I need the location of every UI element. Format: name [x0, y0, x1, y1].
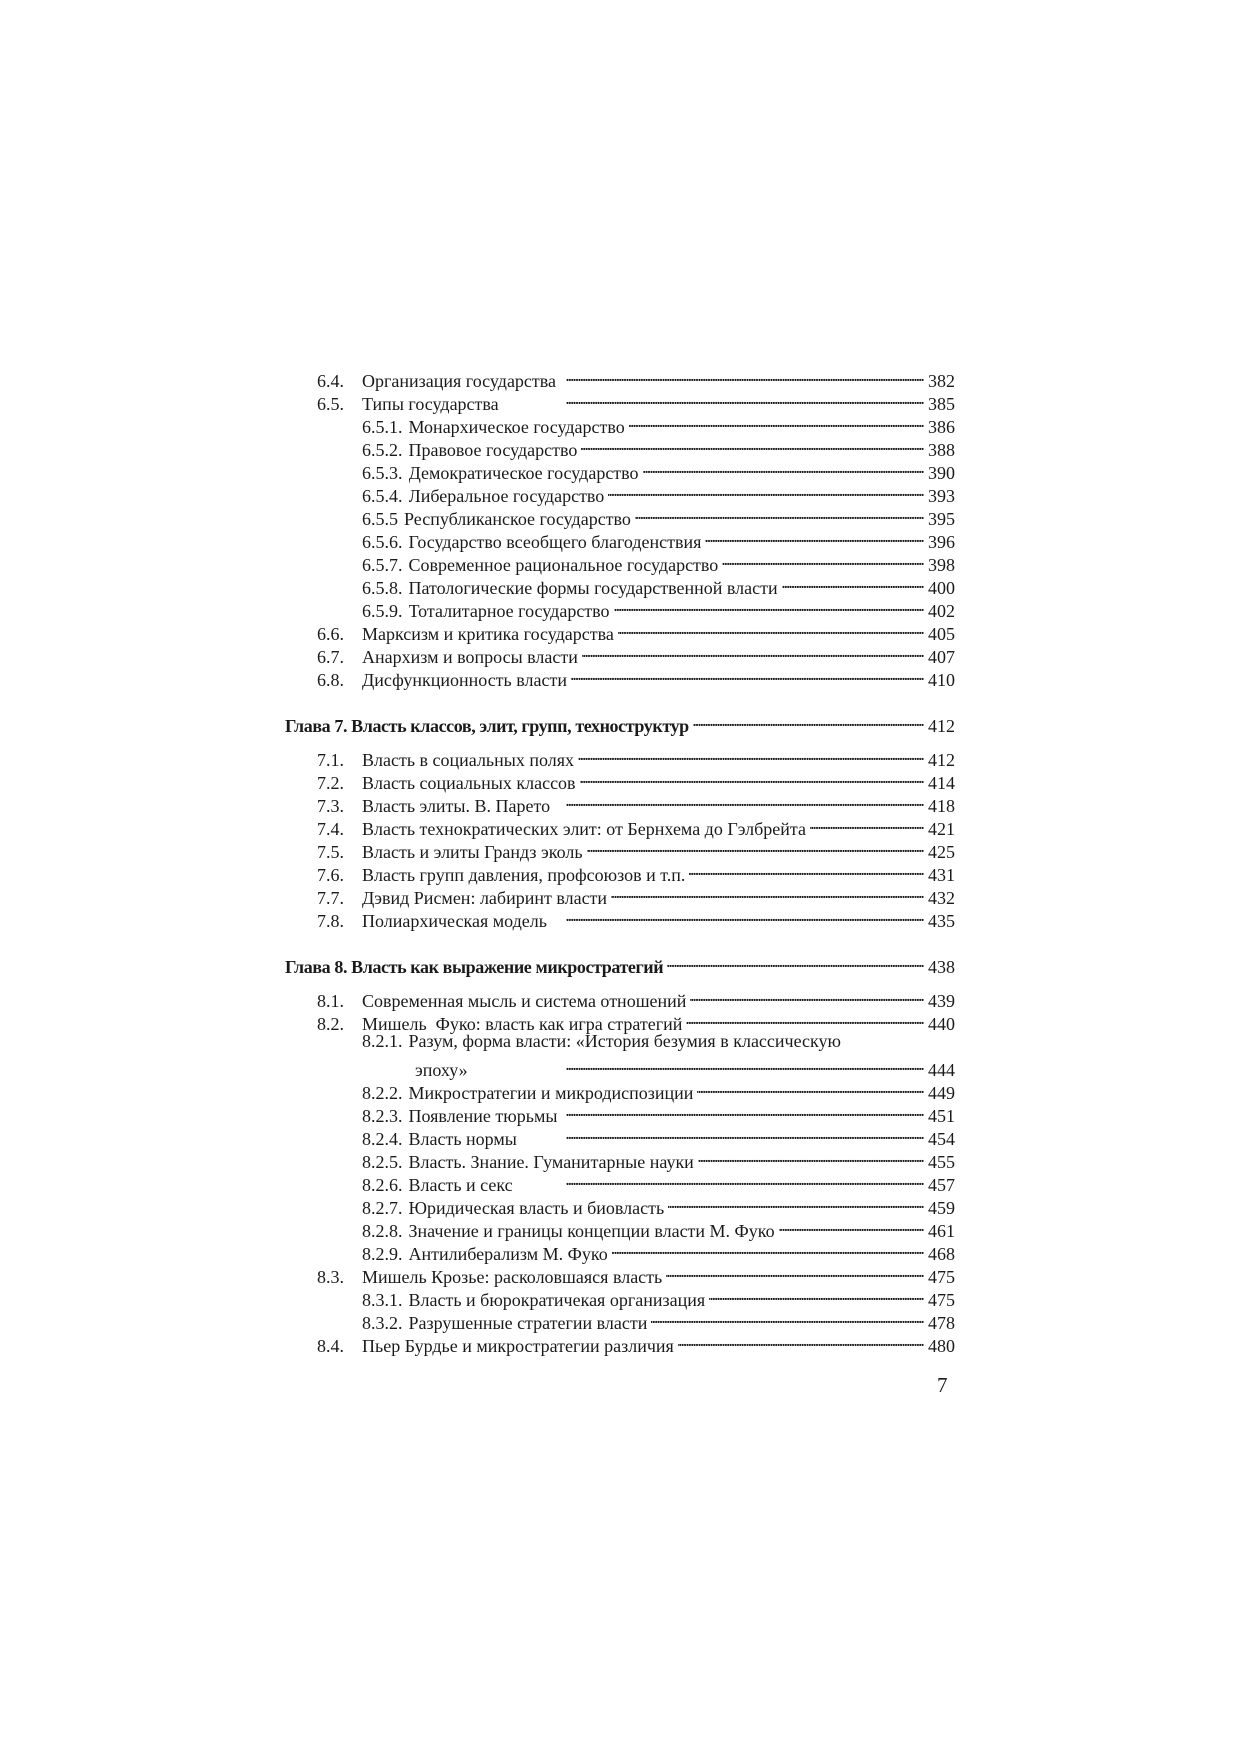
toc-title: Монархическое государство	[408, 417, 625, 437]
toc-leader	[697, 1076, 924, 1099]
toc-number: 8.3.2.	[362, 1313, 403, 1333]
toc-title: Дэвид Рисмен: лабиринт власти	[362, 888, 608, 908]
toc-number: 7.1.	[317, 750, 344, 770]
toc-page: 440	[928, 1014, 955, 1034]
toc-number: 6.7.	[317, 647, 344, 667]
toc-number: 6.5.5	[362, 509, 398, 529]
toc-leader	[554, 789, 924, 812]
toc-title: Власть технократических элит: от Бернхема до Гэлбрейта	[362, 819, 806, 839]
toc-number: 6.5.8.	[362, 578, 403, 598]
toc-page: 475	[928, 1267, 955, 1287]
toc-leader	[581, 433, 924, 456]
toc-page: 454	[928, 1129, 955, 1149]
toc-page: 438	[928, 957, 955, 977]
toc-number: 7.2.	[317, 773, 344, 793]
toc-number: 6.4.	[317, 371, 344, 391]
toc-page: 396	[928, 532, 955, 552]
toc-page: 431	[928, 865, 955, 885]
toc-leader	[667, 950, 924, 973]
toc-title: Власть и секс	[408, 1175, 513, 1195]
toc-page: 398	[928, 555, 955, 575]
toc-number: 7.7.	[317, 888, 344, 908]
toc-leader	[521, 1122, 924, 1145]
toc-leader	[587, 835, 924, 858]
toc-title: Пьер Бурдье и микростратегии различия	[362, 1336, 674, 1356]
toc-leader	[551, 904, 924, 927]
toc-page: 475	[928, 1290, 955, 1310]
toc-leader	[635, 502, 924, 525]
toc-page: 390	[928, 463, 955, 483]
toc-leader	[722, 548, 924, 571]
toc-title: Мишель Крозье: расколовшаяся власть	[362, 1267, 663, 1287]
toc-number: 6.5.9.	[362, 601, 403, 621]
table-of-contents	[285, 364, 955, 1356]
toc-title: Власть нормы	[408, 1129, 517, 1149]
toc-chapter-7	[285, 709, 955, 736]
toc-title: Тоталитарное государство	[408, 601, 610, 621]
toc-leader	[668, 1191, 924, 1214]
toc-page: 435	[928, 911, 955, 931]
toc-page: 451	[928, 1106, 955, 1126]
toc-page: 405	[928, 624, 955, 644]
toc-leader	[693, 709, 924, 732]
toc-title: Организация государства	[362, 371, 557, 391]
toc-entry-8-2-2	[285, 1076, 955, 1103]
toc-number: 7.6.	[317, 865, 344, 885]
toc-number: 8.4.	[317, 1336, 344, 1356]
toc-number: 8.3.1.	[362, 1290, 403, 1310]
toc-title: Современное рациональное государство	[408, 555, 719, 575]
toc-title: Власть групп давления, профсоюзов и т.п.	[362, 865, 686, 885]
toc-leader	[643, 456, 924, 479]
toc-page: 414	[928, 773, 955, 793]
toc-leader	[582, 640, 924, 663]
toc-page: 468	[928, 1244, 955, 1264]
toc-page: 412	[928, 750, 955, 770]
toc-number: 8.2.9.	[362, 1244, 403, 1264]
toc-page: 385	[928, 394, 955, 414]
toc-page: 412	[928, 716, 955, 736]
toc-number: 7.8.	[317, 911, 344, 931]
toc-title: Власть элиты. В. Парето	[362, 796, 551, 816]
toc-page: 444	[928, 1060, 955, 1080]
toc-leader	[705, 525, 924, 548]
toc-number: 6.5.4.	[362, 486, 403, 506]
toc-leader	[678, 1329, 924, 1352]
page-number: 7	[937, 1373, 948, 1397]
toc-leader	[618, 617, 924, 640]
toc-page: 478	[928, 1313, 955, 1333]
toc-leader	[578, 743, 924, 766]
toc-leader	[686, 1007, 924, 1030]
toc-leader	[611, 881, 924, 904]
toc-page: 410	[928, 670, 955, 690]
toc-leader	[608, 479, 924, 502]
toc-page: 461	[928, 1221, 955, 1241]
toc-number: 6.5.7.	[362, 555, 403, 575]
toc-title: Патологические формы государственной власти	[408, 578, 778, 598]
toc-page: 393	[928, 486, 955, 506]
toc-title: Микростратегии и микродиспозиции	[408, 1083, 694, 1103]
toc-number: 7.3.	[317, 796, 344, 816]
chapter-title: Глава 8. Власть как выражение микростратегий	[285, 957, 664, 977]
toc-chapter-8	[285, 950, 955, 977]
toc-title: Власть и элиты Грандз эколь	[362, 842, 583, 862]
toc-page: 407	[928, 647, 955, 667]
toc-page: 388	[928, 440, 955, 460]
toc-number: 7.5.	[317, 842, 344, 862]
toc-leader	[689, 858, 924, 881]
toc-leader	[782, 571, 924, 594]
toc-entry-7-1	[285, 743, 955, 770]
toc-number: 8.1.	[317, 991, 344, 1011]
toc-page: 402	[928, 601, 955, 621]
toc-leader	[666, 1260, 924, 1283]
toc-page: 382	[928, 371, 955, 391]
toc-number: 8.2.7.	[362, 1198, 403, 1218]
toc-leader	[651, 1306, 924, 1329]
toc-title: Появление тюрьмы	[408, 1106, 558, 1126]
toc-title: Либеральное государство	[408, 486, 605, 506]
toc-leader	[503, 387, 924, 410]
toc-title: Власть социальных классов	[362, 773, 576, 793]
toc-page: 439	[928, 991, 955, 1011]
toc-title: Типы государства	[362, 394, 499, 414]
toc-page: 432	[928, 888, 955, 908]
toc-leader	[690, 984, 924, 1007]
toc-number: 6.5.3.	[362, 463, 403, 483]
toc-number: 8.2.8.	[362, 1221, 403, 1241]
toc-page: 480	[928, 1336, 955, 1356]
toc-entry-8-1	[285, 984, 955, 1011]
toc-title: Полиархическая модель	[362, 911, 547, 931]
toc-title: Юридическая власть и биовласть	[408, 1198, 665, 1218]
toc-leader	[561, 1099, 924, 1122]
toc-title: Разум, форма власти: «История безумия в классическую	[408, 1031, 841, 1051]
toc-leader	[560, 364, 924, 387]
toc-number: 8.2.4.	[362, 1129, 403, 1149]
toc-number: 6.5.2.	[362, 440, 403, 460]
toc-page: 421	[928, 819, 955, 839]
toc-title: Власть в социальных полях	[362, 750, 575, 770]
toc-entry-8-2-1	[285, 1030, 955, 1053]
toc-number: 8.2.	[317, 1014, 344, 1034]
toc-number: 8.2.6.	[362, 1175, 403, 1195]
toc-number: 8.2.3.	[362, 1106, 403, 1126]
toc-leader	[571, 663, 924, 686]
toc-title: Значение и границы концепции власти М. Фуко	[408, 1221, 775, 1241]
toc-page: 425	[928, 842, 955, 862]
toc-title: Мишель Фуко: власть как игра стратегий	[362, 1014, 683, 1034]
toc-page: 395	[928, 509, 955, 529]
toc-leader	[698, 1145, 924, 1168]
toc-leader	[612, 1237, 924, 1260]
toc-title: Власть. Знание. Гуманитарные науки	[408, 1152, 694, 1172]
toc-number: 6.5.1.	[362, 417, 403, 437]
toc-title: Марксизм и критика государства	[362, 624, 614, 644]
toc-leader	[629, 410, 924, 433]
toc-page: 449	[928, 1083, 955, 1103]
toc-title: Государство всеобщего благоденствия	[408, 532, 702, 552]
toc-leader	[517, 1168, 924, 1191]
toc-title: Демократическое государство	[408, 463, 639, 483]
toc-title: Республиканское государство	[404, 509, 631, 529]
toc-leader	[580, 766, 924, 789]
toc-title: Власть и бюрократичекая организация	[408, 1290, 706, 1310]
toc-entry-8-2-1-continued	[285, 1053, 955, 1080]
toc-number: 6.6.	[317, 624, 344, 644]
toc-page: 455	[928, 1152, 955, 1172]
toc-page: 457	[928, 1175, 955, 1195]
toc-leader	[709, 1283, 924, 1306]
toc-page: 386	[928, 417, 955, 437]
toc-number: 7.4.	[317, 819, 344, 839]
toc-number: 8.2.5.	[362, 1152, 403, 1172]
toc-title: Дисфункционность власти	[362, 670, 567, 690]
toc-page: 459	[928, 1198, 955, 1218]
toc-page: 400	[928, 578, 955, 598]
toc-number: 6.5.	[317, 394, 344, 414]
toc-number: 6.5.6.	[362, 532, 403, 552]
toc-leader	[779, 1214, 924, 1237]
toc-title: Правовое государство	[408, 440, 578, 460]
chapter-title: Глава 7. Власть классов, элит, групп, техноструктур	[285, 716, 689, 736]
toc-page: 418	[928, 796, 955, 816]
toc-number: 8.2.1.	[362, 1031, 403, 1051]
toc-title: Современная мысль и система отношений	[362, 991, 687, 1011]
toc-number: 6.8.	[317, 670, 344, 690]
toc-leader	[472, 1053, 924, 1076]
toc-title-continued: эпоху»	[415, 1060, 468, 1080]
toc-leader	[810, 812, 924, 835]
toc-title: Антилиберализм М. Фуко	[408, 1244, 608, 1264]
toc-number: 8.2.2.	[362, 1083, 403, 1103]
toc-title: Анархизм и вопросы власти	[362, 647, 578, 667]
toc-leader	[614, 594, 924, 617]
toc-entry-6-4	[285, 364, 955, 391]
toc-title: Разрушенные стратегии власти	[408, 1313, 648, 1333]
toc-number: 8.3.	[317, 1267, 344, 1287]
